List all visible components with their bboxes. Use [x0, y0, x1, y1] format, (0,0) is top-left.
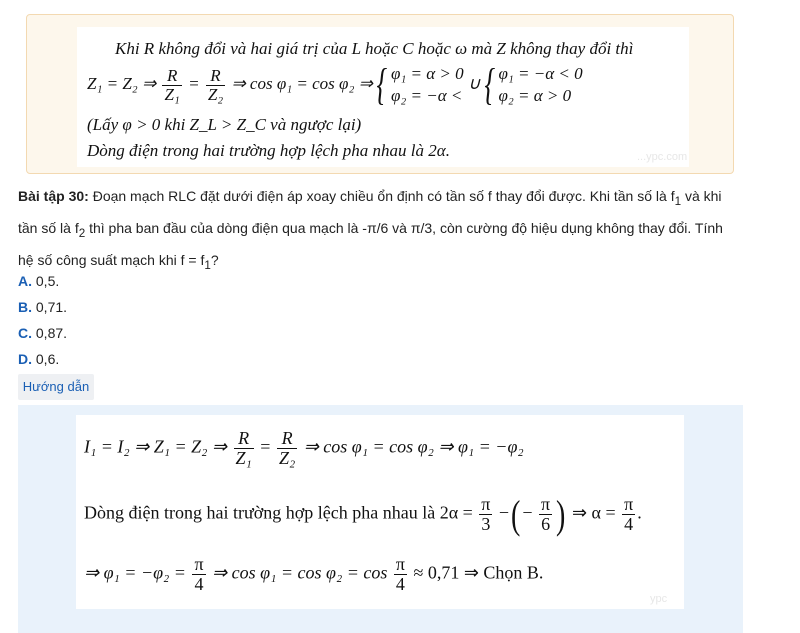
note-equation-line: Z₁ = Z₂ ⇒ $\frac{R}{\text{Z₁}}$ = $\frac{R}{\text{Z₂}}$ ⇒ cos φ₁ = cos φ₂ ⇒ { φ₁ = α > 0 φ₂ = −α < ∪ { φ₁ = −α < 0 φ₂ = α > 0	[87, 60, 583, 109]
option-a[interactable]: A. 0,5.	[18, 273, 60, 289]
solution-formula-image	[76, 415, 684, 609]
fraction-r-z1: $\frac{R}{\text{Z₁}}$	[164, 65, 180, 104]
note-line-1: Khi R không đổi và hai giá trị của L hoặc C hoặc ω mà Z không thay đổi thì	[115, 39, 634, 58]
solution-line-1: I₁ = I₂ ⇒ Z₁ = Z₂ ⇒ $\frac{R}{\text{Z₁}}$ = $\frac{R}{\text{Z₂}}$ ⇒ cos φ₁ = cos φ₂ ⇒ φ₁ = −φ₂	[84, 428, 524, 468]
solution-line-3: ⇒ φ₁ = −φ₂ = $\frac{\pi}{4}$ ⇒ cos φ₁ = cos φ₂ = cos $\frac{\pi}{4}$ ≈ 0,71 ⇒ Chọn B.	[84, 554, 544, 594]
option-d[interactable]: D. 0,6.	[18, 351, 60, 367]
left-brace-icon: {	[484, 60, 495, 109]
watermark: ...ypc.com	[637, 151, 688, 163]
system-2: φ₁ = −α < 0 φ₂ = α > 0	[498, 64, 583, 105]
theory-formula-image	[77, 27, 689, 167]
watermark: ypc	[650, 593, 668, 605]
show-solution-button[interactable]: Hướng dẫn	[18, 374, 94, 400]
note-line-4: Dòng điện trong hai trường hợp lệch pha nhau là 2α.	[87, 141, 450, 160]
system-1: φ₁ = α > 0 φ₂ = −α <	[390, 64, 464, 105]
option-c[interactable]: C. 0,87.	[18, 325, 68, 341]
fraction-r-z2: $\frac{R}{\text{Z₂}}$	[207, 65, 224, 104]
solution-line-2: Dòng điện trong hai trường hợp lệch pha nhau là 2α = $\frac{\pi}{3}$ −( − $\frac{\pi}{6}$ ) ⇒ α = $\frac{\pi}{4}$ .	[84, 492, 642, 537]
question-text: Bài tập 30: Đoạn mạch RLC đặt dưới điện áp xoay chiều ổn định có tần số f thay đổi được. Khi tần số là $f_1$ và khi tần số là $f_2$ thì pha ban đầu của dòng điện qua mạch là -π/6 và π/3, còn cường độ hiệu dụng không thay đổi. Tính hệ số công suất mạch khi $f = f_1$?	[18, 188, 723, 272]
option-b[interactable]: B. 0,71.	[18, 299, 68, 315]
answer-options	[18, 268, 67, 372]
theory-note-box	[26, 14, 734, 174]
solution-box	[18, 405, 743, 633]
question-label: Bài tập 30:	[18, 188, 89, 204]
left-brace-icon: {	[376, 60, 388, 109]
note-line-3: (Lấy φ > 0 khi Z_L > Z_C và ngược lại)	[87, 115, 362, 134]
